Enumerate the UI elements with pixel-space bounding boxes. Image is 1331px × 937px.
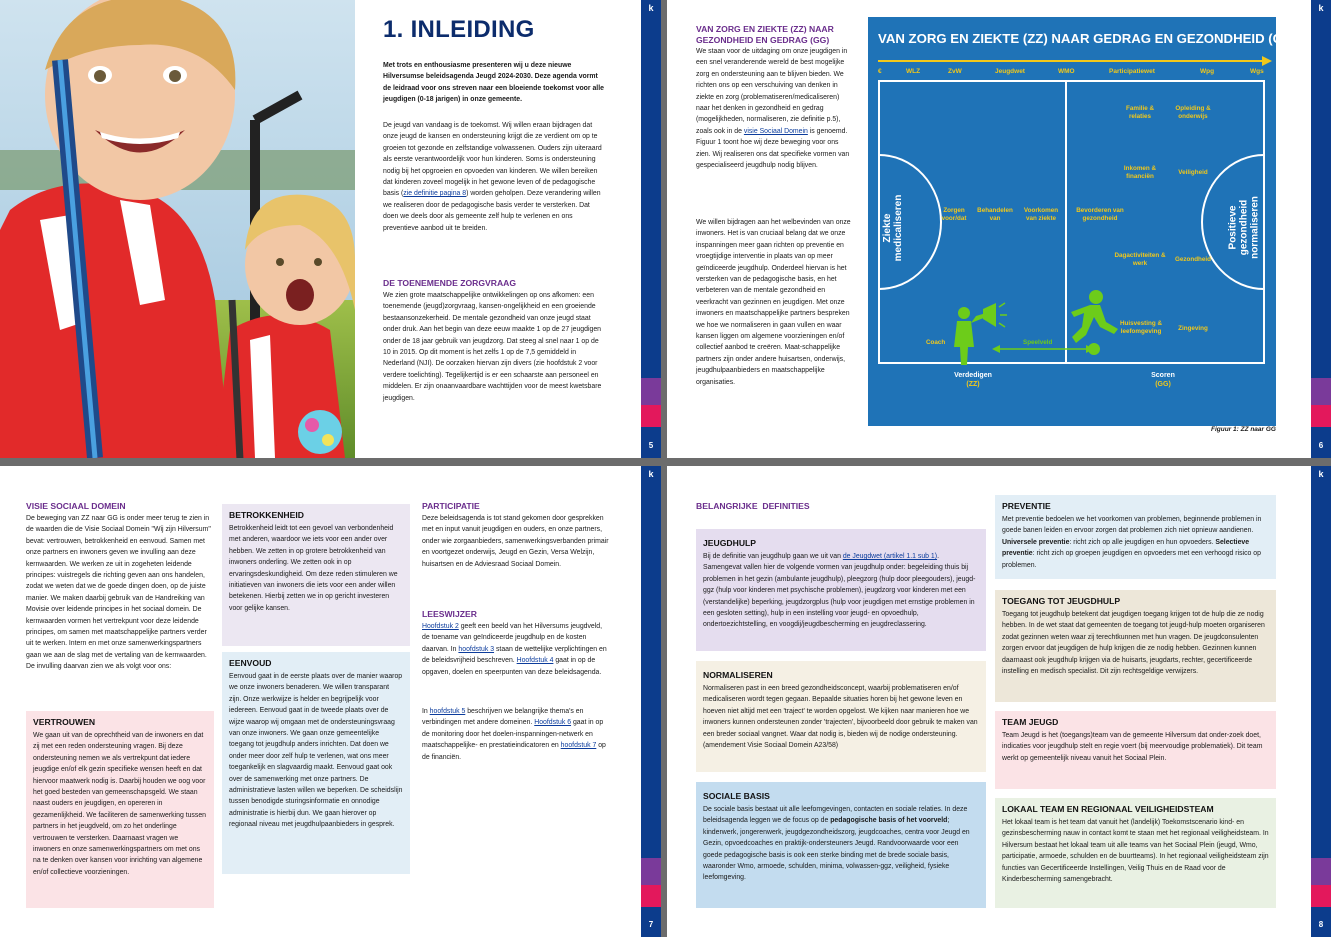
- paragraph-text: . Samengevat vallen hier de volgende vormen van jeugdhulp onder: begeleiding thuis bij problemen in het gezin (ambulante jeugdhulp), pleegzorg (hulp door pleegouders), jeugd-ggz (hulp voor kinderen met psychische problemen), jeugdzorg voor kinderen met een (verstandelijke) beperking, jeugdzorgplus (hulp voor jeugdigen met ernstige problemen in een gesloten setting), hulp in een instelling voor jeugd- en opvoedhulp, ondertoezichtstelling, en voogdij/jeugdbescherming en jeugdreclassering.: [703, 553, 976, 629]
- label-gg: (GG): [1155, 381, 1171, 388]
- paragraph-text: : richt zich op groepen jeugdigen en opvoeders met een verhoogd risico op problemen.: [1002, 550, 1261, 569]
- link-visie-sociaal-domein[interactable]: visie Sociaal Domein: [743, 127, 808, 135]
- intro-paragraph: Met trots en enthousiasme presenteren wij u deze nieuwe Hilversumse beleidsagenda Jeugd 2024-2030. Deze agenda vormt de leidraad voor ons streven naar een bloeiende toekomst voor alle jeugdigen (0-18 jarigen) in onze gemeente.: [383, 62, 604, 104]
- label-familie: Familie & relaties: [1126, 105, 1154, 120]
- law-label: Jeugdwet: [995, 68, 1025, 75]
- label-bevorderen: Bevorderen van gezondheid: [1076, 207, 1124, 222]
- paragraph-participatie: Deze beleidsagenda is tot stand gekomen door gesprekken met en input vanuit jeugdigen en ouders, en onze partners, onder wie zorgaanbieders, samenwerkingsverbanden primair en voortgezet onderwijs, Jeugd en Gezin, Versa Welzijn, huisartsen en de Adviesraad Sociaal Domein.: [422, 515, 609, 568]
- paragraph-text: Bij de definitie van jeugdhulp gaan we uit van: [703, 553, 843, 560]
- label-inkomen: Inkomen & financiën: [1123, 165, 1157, 180]
- box-toegang: [995, 590, 1276, 702]
- stripe-mark: k: [1318, 3, 1324, 13]
- link-jeugdwet[interactable]: de Jeugdwet (artikel 1.1 sub 1): [842, 553, 938, 560]
- section-heading-zz-gg: VAN ZORG EN ZIEKTE (ZZ) NAAR GEZONDHEID EN GEDRAG (GG): [696, 24, 834, 45]
- link-definitie[interactable]: zie definitie pagina 8: [403, 190, 467, 198]
- stripe-mark: k: [1318, 469, 1324, 479]
- stripe-magenta: [1311, 885, 1331, 907]
- paragraph-text: Met preventie bedoelen we het voorkomen van problemen, beginnende problemen in goede banen leiden en ervoor zorgen dat problemen zich niet opnieuw aandienen.: [1002, 516, 1262, 535]
- photo-illustration: [0, 0, 355, 458]
- stripe-mark: k: [648, 469, 654, 479]
- law-label: Wpg: [1200, 68, 1215, 75]
- paragraph-welbevinden: We willen bijdragen aan het welbevinden van onze inwoners. Het is van cruciaal belang dat we onze inspanningen meer gaan richten op preventie en vroegtijdige interventie in plaats van op meer geïndiceerde jeugdhulp. Onderdeel hiervan is het versterken van de pedagogische basis, en het verbeteren van de mentale gezondheid en veerkracht van gezinnen en jeugdigen. Met onze inwoners en maatschappelijke partners bespreken we hoe we normaliseren in gaan vullen en waar kansen liggen om algemene voorzieningen en/of collectief aanbod te creëren. Maat-schappelijke partners zijn onder andere huisartsen, onderwijs, jeugdhulpaanbieders en maatschappelijke organisaties.: [696, 219, 851, 386]
- label-zorgen: Zorgen voor/dat: [941, 207, 967, 222]
- link-hoofdstuk-4[interactable]: Hoofdstuk 4: [516, 657, 554, 665]
- side-stripe: [641, 466, 661, 937]
- law-label: ZvW: [948, 68, 962, 75]
- paragraph-text: op de financiën.: [422, 742, 606, 761]
- box-text: Normaliseren past in een breed gezondheidsconcept, waarbij problematiseren en/of medicaliseren wordt tegen gegaan. Bepaalde situaties horen bij het gewone leven en hoeven niet altijd met een 'traject' te worden opgelost. We kijken naar manieren hoe we inwoners kunnen ondersteunen zonder 'trajecten', bijvoorbeeld door gebruik te maken van een breder sociaal vangnet. Waar dat nodig is, bieden wij de nodige ondersteuning. (amendement Visie Sociaal Domein A23/58): [703, 685, 978, 750]
- coach-icon: [954, 303, 1007, 365]
- bold-text: Selectieve preventie: [1002, 538, 1250, 558]
- link-hoofdstuk-6[interactable]: Hoofdstuk 6: [534, 719, 572, 727]
- box-title: BETROKKENHEID: [229, 510, 304, 520]
- box-text: [1002, 514, 1269, 571]
- diagram-zz-naar-gg: [868, 17, 1298, 426]
- paragraph-text: De sociale basis bestaat uit alle leefomgevingen, contacten en sociale relaties. In deze beleidsagenda leggen we de focus op de: [703, 806, 968, 825]
- section-heading-participatie: PARTICIPATIE: [422, 501, 480, 511]
- label-verdedigen: [938, 371, 1008, 389]
- paragraph-text: gaat in op de opgaven, doelen en speerpunten van deze beleidsagenda.: [422, 657, 602, 676]
- figure-caption: Figuur 1: ZZ naar GG: [1210, 426, 1276, 433]
- label-huisvesting: Huisvesting & leefomgeving: [1120, 320, 1162, 335]
- box-sociale-basis: [696, 782, 986, 908]
- box-text: Eenvoud gaat in de eerste plaats over de manier waarop we onze inwoners benaderen. We willen transparant zijn. Onze werkwijze is helder en begrijpelijk voor iedereen. Eenvoud gaat in de tweede plaats over de wijze waarop wij omgaan met de ondersteuningsvraag van onze inwoners. We gaan onze gemeentelijke toegang tot jeugdhulp anders inrichten. Dat doen we onder meer door zelf hulp te verlenen, wat ons meer toegankelijk en slagvaardig maakt. Eenvoud gaat ook over de samenwerking met onze partners. De administratieve lasten willen we beperken. De scheidslijn tussen benodigde sturingsinformatie en onnodige administratie is hierbij dun. We gaan hierover op regionaal niveau met jeugdhulpaanbieders in gesprek.: [229, 673, 403, 829]
- link-hoofdstuk-7[interactable]: hoofdstuk 7: [560, 742, 597, 750]
- box-title: PREVENTIE: [1002, 501, 1051, 511]
- label-opleiding: Opleiding & onderwijs: [1175, 105, 1211, 120]
- label-ziekte-medicaliseren: Ziekte medicaliseren: [882, 194, 904, 262]
- side-stripe: [1311, 466, 1331, 937]
- law-label: WLZ: [906, 68, 921, 75]
- paragraph-uitdaging: [696, 46, 854, 171]
- bold-text: pedagogische basis of het voorveld: [830, 817, 948, 825]
- label-voorkomen: Voorkomen van ziekte: [1023, 207, 1059, 222]
- stripe-violet: [1311, 858, 1331, 885]
- paragraph-text: gaat in op de monitoring door het doelen-inspanningen-netwerk en maatschappelijke- en prestatieindicatoren en: [422, 719, 604, 750]
- box-text: [703, 804, 979, 884]
- stripe-mark: k: [648, 3, 654, 13]
- section-heading-zorgvraag: DE TOENEMENDE ZORGVRAAG: [383, 278, 517, 288]
- paragraph-text: staan de wettelijke verplichtingen en de beleidsvrijheid beschreven.: [422, 645, 607, 665]
- label-dagactiviteiten: Dagactiviteiten & werk: [1114, 252, 1166, 267]
- page-7: [0, 466, 661, 937]
- diagram-title: VAN ZORG EN ZIEKTE (ZZ) NAAR GEDRAG EN GEZONDHEID (GG): [878, 31, 1298, 46]
- stripe-magenta: [1311, 405, 1331, 427]
- box-title: JEUGDHULP: [703, 538, 757, 548]
- box-title: LOKAAL TEAM EN REGIONAAL VEILIGHEIDSTEAM: [1002, 804, 1214, 814]
- paragraph-zorgvraag: We zien grote maatschappelijke ontwikkelingen op ons afkomen: een toenemende (jeugd)zorgvraag, kansen-ongelijkheid en een groeiende bestaansonzekerheid. De mentale gezondheid van onze jeugd staat onder druk. Aan het begin van deze eeuw maakte 1 op de 27 jeugdigen onder de 18 jaar gebruik van jeugdzorg. Dat steeg al snel naar 1 op de 10 in 2015. Op dit moment is het zelfs 1 op de 7,5 gemiddeld in Nederland (NJI). De oorzaken hiervan zijn divers (zie hoofdstuk 2 voor verdere toelichting). Tegelijkertijd is er een schaarste aan personeel en middelen. Er zijn onaanvaardbare wachttijden voor de meest kwetsbare jeugdigen.: [383, 292, 602, 402]
- label-veiligheid: Veiligheid: [1178, 169, 1208, 176]
- label-zingeving: Zingeving: [1178, 325, 1208, 332]
- box-betrokkenheid: [222, 504, 410, 646]
- stripe-violet: [1311, 378, 1331, 405]
- paragraph-leeswijzer-1: [422, 621, 610, 678]
- paragraph-text: geeft een beeld van het Hilversums jeugdveld, de toename van geïndiceerde jeugdhulp en de kosten daarvan. In: [422, 623, 603, 653]
- paragraph-text: We staan voor de uitdaging om onze jeugdigen in een snel veranderende wereld de best mogelijke zorg en ondersteuning aan te blijven bieden. We richten ons op een verschuiving van denken in ziekte en zorg (problematiseren/medicaliseren) naar het denken in gezondheid en gedrag (mogelijkheden, normaliseren, zie definitie p.5), zoals ook in de: [696, 48, 848, 135]
- law-label: Participatiewet: [1109, 68, 1155, 75]
- box-text: Betrokkenheid leidt tot een gevoel van verbondenheid met anderen, waardoor we iets voor een ander over hebben. We zetten in op grotere betrokkenheid van inwoners onderling. We zetten ook in op ervaringsdeskundigheid. Om deze reden stimuleren we initiatieven van inwoners die iets voor een ander willen betekenen. Hierbij zetten we in op gericht investeren voor gelijke kansen.: [229, 525, 398, 612]
- stripe-violet: [641, 858, 661, 885]
- label-scoren: [1128, 371, 1198, 389]
- page-6: [667, 0, 1331, 458]
- page-number: 8: [1318, 920, 1324, 929]
- paragraph-text: In: [422, 708, 430, 715]
- label-verdedigen-text: Verdedigen: [954, 372, 992, 379]
- stripe-magenta: [641, 405, 661, 427]
- box-text: Toegang tot jeugdhulp betekent dat jeugdigen toegang krijgen tot de hulp die ze nodig hebben. In de wet staat dat gemeenten de toegang tot jeugd-hulp moeten organiseren zodat gezinnen weten waar zij terechtkunnen met hun vragen. De jeugdconsulenten zorgen ervoor dat jeugdigen de hulp krijgen die ze nodig hebben. Gezinnen kunnen daarnaast ook jeugdhulp krijgen via de huisarts, jeugdarts, rechter, gecertificeerde instelling en medisch specialist. Dit zijn rechtsgeldige verwijzers.: [1002, 611, 1265, 676]
- side-stripe: [1311, 0, 1331, 458]
- label-gezondheid: Gezondheid: [1174, 256, 1212, 263]
- page-number: 6: [1318, 441, 1324, 450]
- box-preventie: [995, 495, 1276, 579]
- box-vertrouwen: [26, 711, 214, 908]
- link-hoofdstuk-2[interactable]: Hoofdstuk 2: [422, 623, 459, 630]
- box-text: [703, 551, 979, 631]
- box-title: SOCIALE BASIS: [703, 791, 770, 801]
- box-team-jeugd: [995, 711, 1276, 789]
- page-5: [0, 0, 661, 458]
- page-number: 5: [648, 441, 654, 450]
- box-normaliseren: [696, 661, 986, 772]
- bold-text: Universele preventie: [1002, 538, 1070, 546]
- label-coach: Coach: [926, 339, 946, 346]
- paragraph-text: ; kinderwerk, jongerenwerk, jeugdgezondheidszorg, jeugdcoaches, centra voor Jeugd en Gezin, opvoedcoaches en praktijk-ondersteuners Jeugd. Randvoorwaarde voor een goede pedagogische basis is ook een sterke binding met de brede sociale basis, waaronder Wmo, armoede, schulden, minima, volwassen-ggz, veiligheid, fysieke leefomgeving.: [703, 817, 970, 882]
- box-text: Team Jeugd is het (toegangs)team van de gemeente Hilversum dat onder-zoek doet, indicaties voor jeugdhulp stelt en regie voert (bij meervoudige problematiek). Dit team werkt op gemeentelijk niveau vanuit het Sociaal Plein.: [1002, 732, 1263, 762]
- law-label: Wgs: [1250, 68, 1264, 75]
- box-title: TEAM JEUGD: [1002, 717, 1059, 727]
- page-number: 7: [648, 920, 654, 929]
- photo-children-hockey: [0, 0, 355, 458]
- box-jeugdhulp: [696, 529, 986, 651]
- label-zz: (ZZ): [966, 381, 980, 388]
- label-scoren-text: Scoren: [1151, 372, 1175, 379]
- page-title: 1. INLEIDING: [383, 16, 535, 43]
- paragraph-text: De jeugd van vandaag is de toekomst. Wij willen eraan bijdragen dat onze jeugd de kansen en ondersteuning krijgt die ze verdient om op te groeien tot gezonde en zelfstandige volwassenen. Ouders zijn uiteraard als eerste verantwoordelijk voor hun kinderen. Soms is ondersteuning nodig bij het opgroeien en opvoeden van kinderen. We willen bereiken dat kinderen zoveel mogelijk in het gewone leven of de pedagogische basis (: [383, 122, 602, 198]
- box-text: Het lokaal team is het team dat vanuit het (landelijk) Toekomstscenario kind- en gezinsbescherming nauw in contact komt te staan met het regionaal veiligheidsteam. In Hilversum bestaat het lokaal team uit alle teams van het Sociaal Plein (jeugd, Wmo, participatie, armoede, schulden en de buurtteams). In het regionaal veiligheidsteam zijn functies van Gecertificeerde Instellingen, Veilig Thuis en de Raad voor de Kinderbescherming samengebracht.: [1002, 819, 1269, 884]
- box-title: TOEGANG TOT JEUGDHULP: [1002, 596, 1121, 606]
- link-hoofdstuk-3[interactable]: hoofdstuk 3: [458, 645, 495, 653]
- box-text: We gaan uit van de oprechtheid van de inwoners en dat zij met een reden ondersteuning vragen. Bij deze ondersteuning nemen we als vertrekpunt dat iedere jeugdige en/of elk gezin specifieke wensen heeft en dat hiervoor maatwerk nodig is. Daarbij houden we oog voor het goed besteden van gemeenschapsgeld. We staan naast ouders en jeugdigen, en opereren in gezamenlijkheid. We faciliteren de samenwerking tussen partners in het jeugdveld, om zo het onderlinge vertrouwen te versterken. Daarnaast vragen we inwoners en onze samenwerkingspartners om met ons na te denken over kansen voor inrichting van algemene en/of collectieve voorzieningen.: [33, 732, 206, 876]
- paragraph-text: ) worden geholpen. Deze verandering willen we realiseren door de pedagogische basis verder te versterken. Dat doen we deels door als gemeente zelf hulp te verlenen en ons preventieve aanbod uit te breiden.: [383, 190, 601, 232]
- box-title: VERTROUWEN: [33, 717, 96, 727]
- paragraph-text: beschrijven we belangrijke thema's en verbindingen met andere domeinen.: [422, 708, 584, 727]
- paragraph-text: : richt zich op alle jeugdigen en hun opvoeders.: [1069, 538, 1216, 546]
- box-title: EENVOUD: [229, 658, 272, 668]
- link-hoofdstuk-5[interactable]: hoofdstuk 5: [429, 708, 466, 715]
- paragraph-leeswijzer-2: [422, 706, 610, 763]
- label-behandelen: Behandelen van: [977, 207, 1013, 222]
- label-positieve-gezondheid: Positieve gezondheid normaliseren: [1227, 196, 1261, 259]
- section-heading-visie: VISIE SOCIAAL DOMEIN: [26, 501, 126, 511]
- stripe-magenta: [641, 885, 661, 907]
- side-stripe: [641, 0, 661, 458]
- section-heading-leeswijzer: LEESWIJZER: [422, 609, 477, 619]
- label-speelveld: Speelveld: [1023, 339, 1053, 346]
- box-title: NORMALISEREN: [703, 670, 773, 680]
- box-lokaal-team: [995, 798, 1276, 908]
- stripe-violet: [641, 378, 661, 405]
- paragraph-jeugd: [383, 120, 605, 234]
- paragraph-visie: De beweging van ZZ naar GG is onder meer terug te zien in de waarden die de Visie Sociaal Domein "Wij zijn Hilversum" bevat: vertrouwen, betrokkenheid en eenvoud. Samen met onze partners en inwoners geven we invulling aan deze kernwaarden. We werken ze uit in zogeheten leidende principes: vuistregels die richting geven aan ons handelen, zodat we weten dat we de goede dingen doen, op de juiste manier. We maken daarbij gebruik van de Handreiking van Movisie over leidende principes in het sociaal domein. De kernwaarden vormen het vertrekpunt voor deze leidende principes, om samen met maatschappelijke partners verder uit te werken. Intern en met onze samenwerkingspartners gaan we aan de slag met de vertaling van de kernwaarden. De invulling daarvan zien we als volgt voor ons:: [26, 515, 211, 671]
- paragraph-text: is genoemd. Figuur 1 toont hoe wij deze beweging voor ons zien. Wij realiseren ons dat specifieke vormen van gespecialiseerd jeugdhulp nodig blijven.: [696, 127, 850, 170]
- section-heading-definities: BELANGRIJKE DEFINITIES: [696, 501, 810, 511]
- law-label: €: [878, 68, 882, 75]
- box-eenvoud: [222, 652, 410, 874]
- law-label: WMO: [1058, 68, 1075, 75]
- page-8: [667, 466, 1331, 937]
